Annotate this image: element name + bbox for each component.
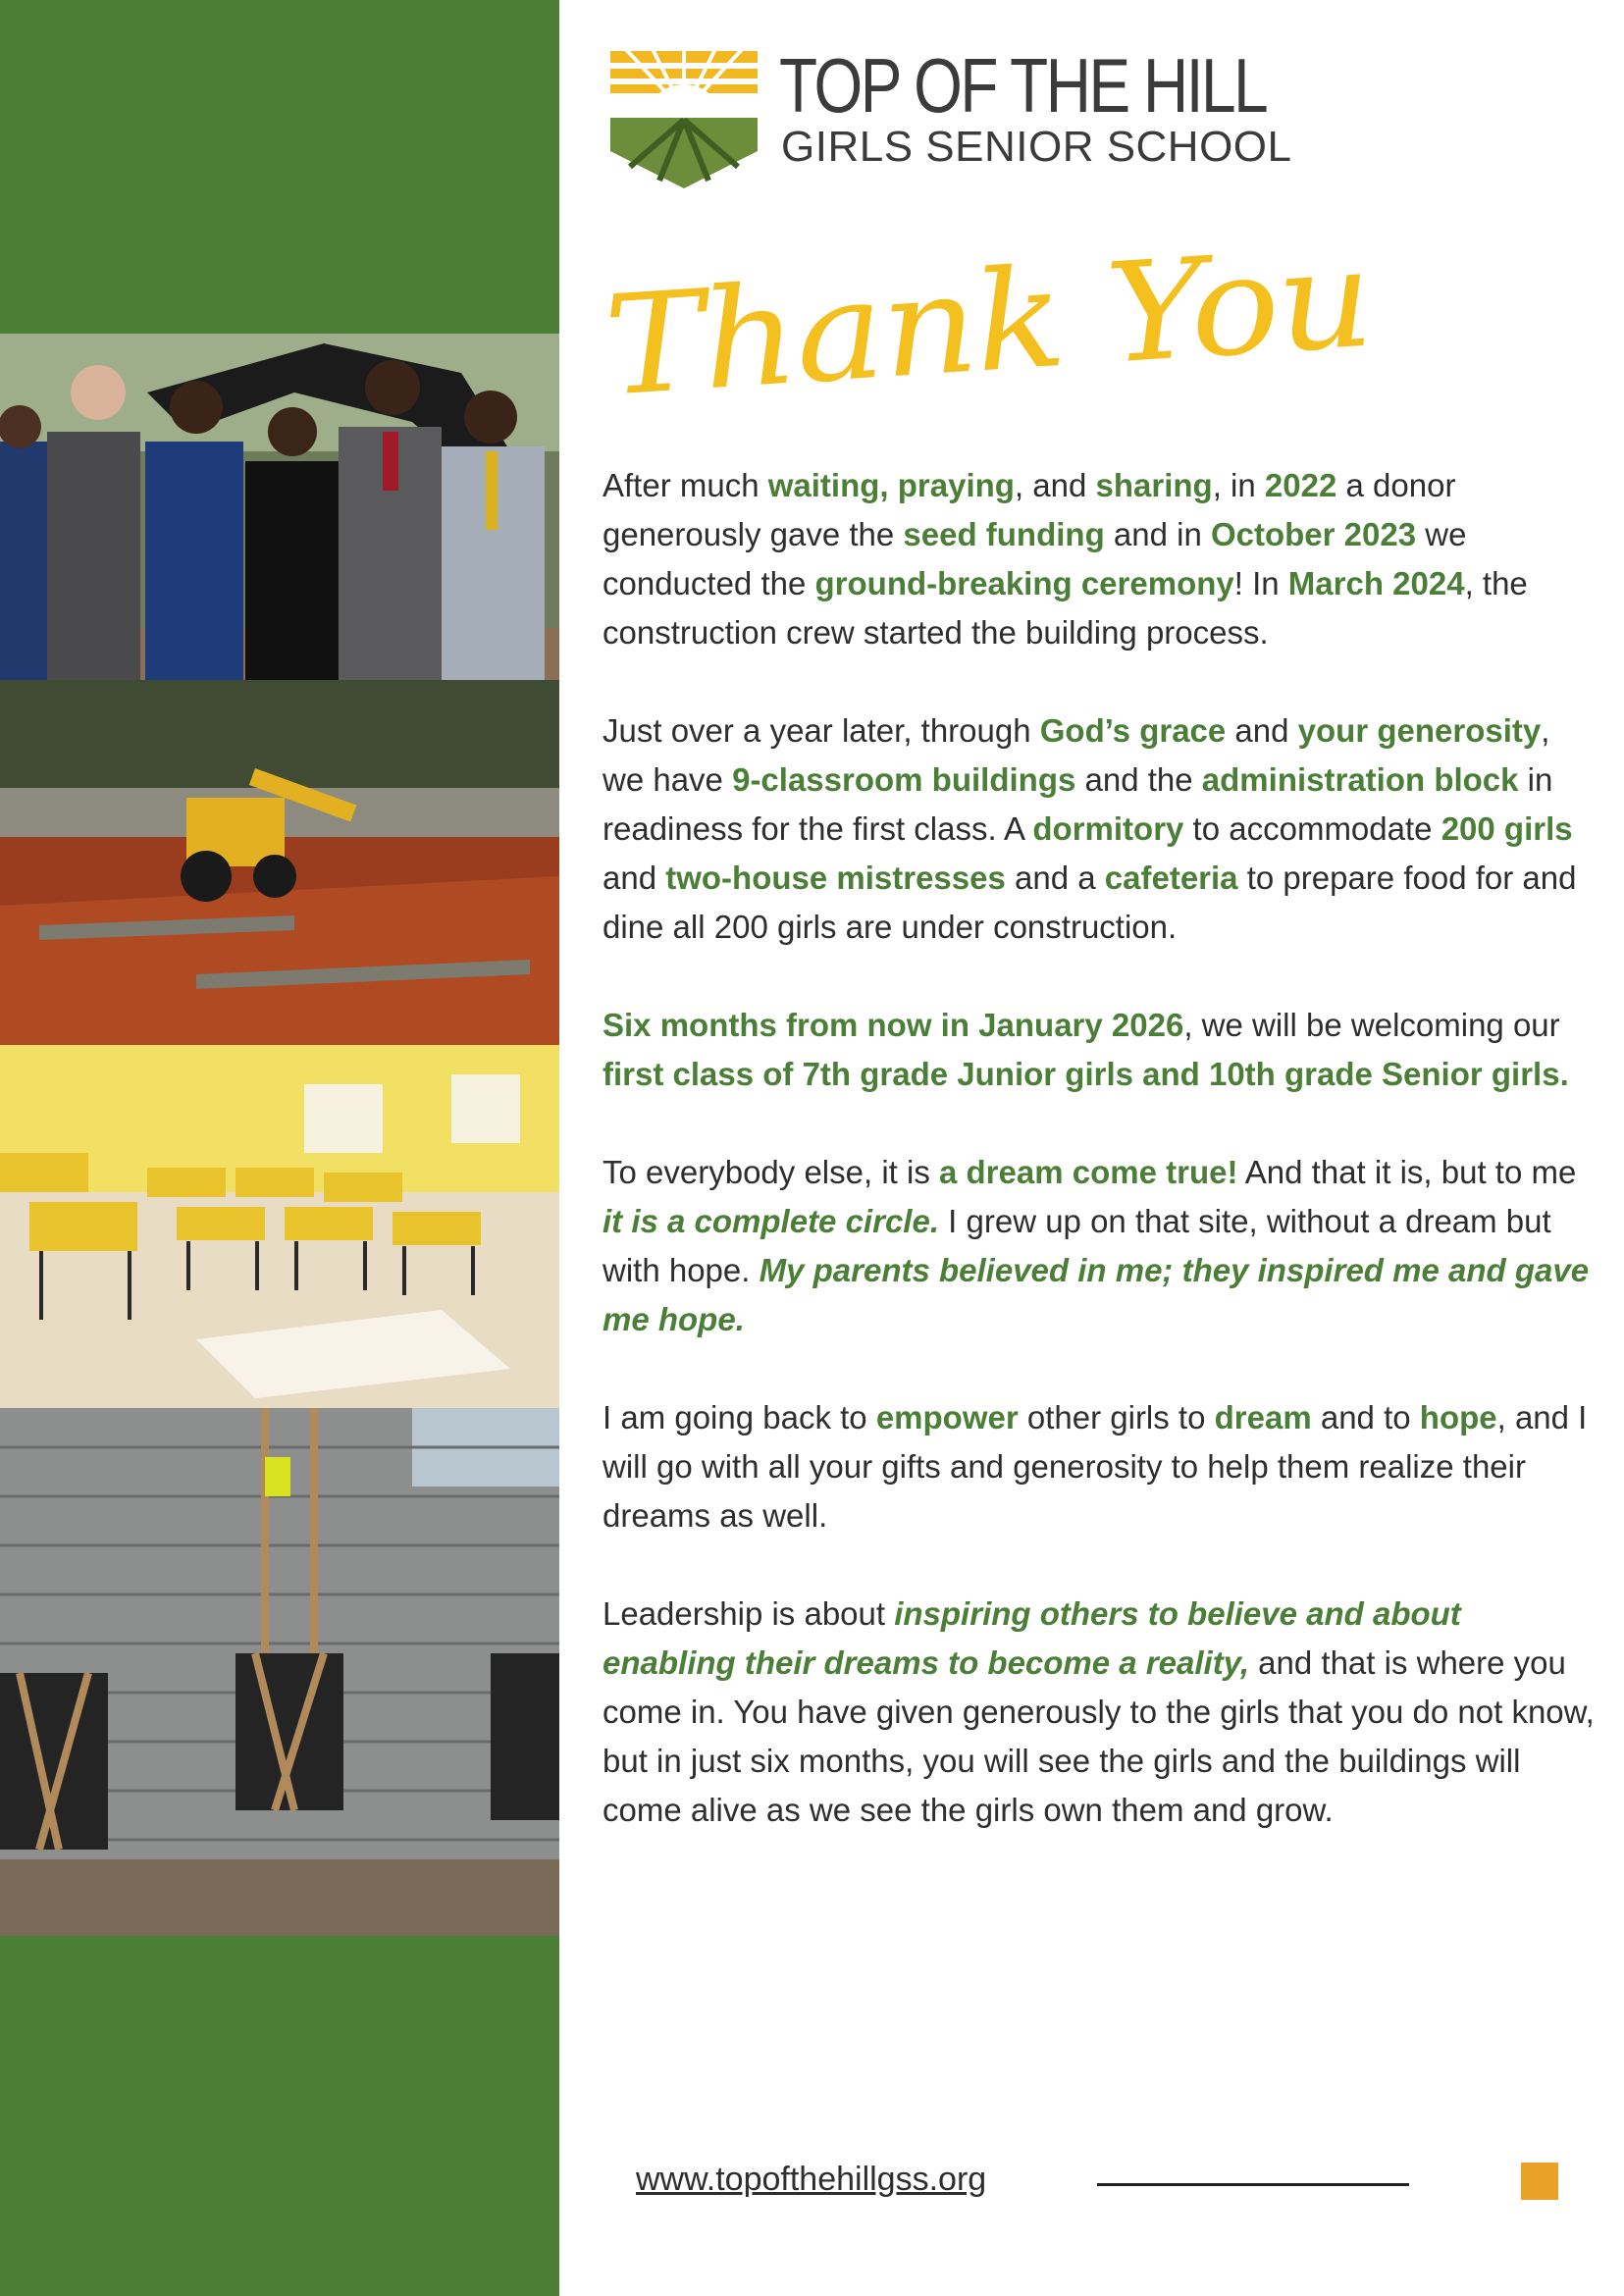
letter-body — [602, 461, 1598, 1884]
body-text: and to — [1311, 1399, 1420, 1435]
body-text: and that is where you come in. You have given generously to the girls that you do not know, but in just six months, you will see the girls and the buildings will come alive as we see the girls own them and grow. — [602, 1644, 1595, 1828]
body-text: , we will be welcoming our — [1183, 1007, 1560, 1043]
highlight-text: ground-breaking ceremony — [814, 565, 1234, 601]
highlight-text: March 2024 — [1287, 565, 1465, 601]
highlight-text: dormitory — [1032, 810, 1184, 847]
highlight-text: two-house mistresses — [665, 860, 1006, 896]
body-text: we conducted the — [602, 516, 1467, 601]
paragraph-5 — [602, 1393, 1598, 1540]
highlight-text: sharing — [1095, 467, 1213, 503]
photo-excavator-site — [0, 680, 559, 1045]
highlight-text: your generosity — [1297, 712, 1542, 749]
highlight-text: 200 girls — [1441, 810, 1573, 847]
body-text: and a — [1005, 860, 1105, 896]
thank-you-heading: Thank You — [600, 218, 1377, 428]
body-text: to prepare food for and dine all 200 girls are under construction. — [602, 860, 1577, 945]
highlight-text: waiting, praying — [767, 467, 1015, 503]
highlight-text: it is a complete circle. — [602, 1203, 939, 1239]
highlight-text: God’s grace — [1039, 712, 1227, 749]
school-logo — [610, 43, 1336, 188]
highlight-text: seed funding — [903, 516, 1105, 552]
sunrise-hill-icon — [610, 43, 758, 188]
school-name: TOP OF THE HILL — [779, 42, 1267, 129]
body-text: in readiness for the first class. A — [602, 761, 1553, 847]
highlight-text: hope — [1419, 1399, 1497, 1435]
photo-ground-breaking-ceremony — [0, 334, 559, 680]
body-text: other girls to — [1018, 1399, 1215, 1435]
highlight-text: 2022 — [1264, 467, 1337, 503]
body-text: I am going back to — [602, 1399, 876, 1435]
body-text: , in — [1212, 467, 1265, 503]
footer-divider — [1097, 2183, 1409, 2186]
highlight-text: first class of 7th grade Junior girls and 10th grade Senior girls. — [602, 1056, 1569, 1092]
body-text: and in — [1104, 516, 1211, 552]
paragraph-3 — [602, 1001, 1598, 1099]
body-text: After much — [602, 467, 768, 503]
body-text: , and I will go with all your gifts and generosity to help them realize their dreams as well. — [602, 1399, 1588, 1534]
body-text: Just over a year later, through — [602, 712, 1040, 749]
photo-stone-walls-construction — [0, 1408, 559, 1936]
paragraph-2 — [602, 706, 1598, 952]
highlight-text: Six months from now in January 2026 — [602, 1007, 1184, 1043]
highlight-text: dream — [1214, 1399, 1312, 1435]
paragraph-6 — [602, 1590, 1598, 1835]
highlight-text: a dream come true! — [939, 1154, 1238, 1190]
body-text: , we have — [602, 712, 1550, 798]
highlight-text: October 2023 — [1210, 516, 1417, 552]
highlight-text: administration block — [1201, 761, 1519, 798]
highlight-text: cafeteria — [1104, 860, 1238, 896]
body-text: I grew up on that site, without a dream but with hope. — [602, 1203, 1551, 1288]
paragraph-4 — [602, 1148, 1598, 1344]
school-subtitle: GIRLS SENIOR SCHOOL — [781, 123, 1292, 171]
highlight-text: inspiring others to believe and about enabling their dreams to become a reality, — [602, 1595, 1461, 1681]
paragraph-1 — [602, 461, 1598, 657]
body-text: and the — [1075, 761, 1202, 798]
orange-square-accent — [1521, 2163, 1558, 2200]
body-text: and — [602, 860, 666, 896]
body-text: To everybody else, it is — [602, 1154, 939, 1190]
body-text: Leadership is about — [602, 1595, 895, 1632]
body-text: and — [1226, 712, 1298, 749]
body-text: a donor generously gave the — [602, 467, 1456, 552]
highlight-text: My parents believed in me; they inspired me and gave me hope. — [602, 1252, 1590, 1337]
body-text: ! In — [1233, 565, 1288, 601]
photo-classroom-desks — [0, 1045, 559, 1408]
body-text: , the construction crew started the building process. — [602, 565, 1528, 651]
body-text: to accommodate — [1183, 810, 1441, 847]
body-text: And that it is, but to me — [1237, 1154, 1577, 1190]
body-text: , and — [1014, 467, 1096, 503]
highlight-text: empower — [875, 1399, 1019, 1435]
highlight-text: 9-classroom buildings — [732, 761, 1076, 798]
website-link[interactable]: www.topofthehillgss.org — [636, 2161, 987, 2198]
